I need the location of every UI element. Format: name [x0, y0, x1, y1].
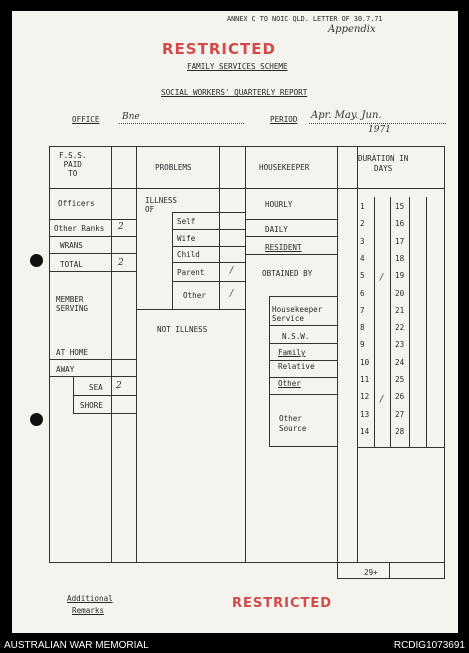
office-dotted-line [119, 123, 244, 124]
illness-of-label: ILLNESS OF [145, 196, 178, 214]
illness-parent: Parent [177, 268, 205, 277]
housekeeper-header: HOUSEKEEPER [259, 163, 310, 172]
duration-overflow: 29+ [364, 568, 378, 577]
remarks-label: Remarks [72, 606, 105, 615]
day-cell-left: 7 [360, 305, 365, 315]
restricted-stamp-bottom: RESTRICTED [232, 596, 333, 611]
housekeeper-service-label: Housekeeper Service [272, 305, 323, 323]
other-label: Other [278, 379, 301, 388]
other-source-label: Other Source [279, 414, 307, 433]
day-cell-left: 11 [360, 375, 370, 384]
archive-record-id: RCDIG1073691 [393, 640, 465, 651]
period-label: PERIOD [270, 115, 298, 124]
sea-count: 2 [116, 381, 122, 391]
wrans-label: WRANS [60, 241, 83, 250]
day-cell-right: 18 [395, 253, 405, 263]
day-cell-right: 23 [395, 340, 405, 350]
other-ranks-label: Other Ranks [54, 224, 105, 233]
day-cell-left: 3 [360, 236, 365, 246]
document-page [12, 11, 458, 633]
day-cell-right: 19 [395, 271, 405, 281]
resident-label: RESIDENT [265, 243, 302, 252]
problems-header: PROBLEMS [155, 163, 192, 172]
day-cell-right: 27 [395, 409, 405, 419]
day-cell-left: 5 [360, 271, 365, 281]
day-cell-left: 1 [360, 202, 365, 211]
day-cell-left: 9 [360, 340, 365, 350]
punch-hole-bottom [30, 413, 43, 426]
archive-footer [0, 638, 469, 653]
day-12-mark: / [380, 395, 384, 405]
period-dotted-line [309, 123, 446, 124]
day-cell-right: 21 [395, 305, 405, 315]
day-cell-left: 10 [360, 357, 370, 367]
not-illness-label: NOT ILLNESS [157, 325, 208, 334]
day-cell-left: 2 [360, 219, 365, 229]
restricted-stamp-top: RESTRICTED [162, 40, 276, 58]
day-cell-left: 4 [360, 253, 365, 263]
day-cell-right: 22 [395, 323, 405, 333]
illness-other: Other [183, 291, 206, 300]
away-label: AWAY [56, 365, 75, 374]
period-year: 1971 [368, 125, 391, 135]
member-serving-label: MEMBER SERVING [56, 295, 89, 313]
hourly-label: HOURLY [265, 200, 293, 209]
duration-header: DURATION IN DAYS [358, 154, 409, 173]
shore-label: SHORE [80, 401, 103, 410]
day-cell-left: 12 [360, 392, 370, 402]
period-value: Apr. May. Jun. [311, 110, 382, 121]
at-home-label: AT HOME [56, 348, 89, 357]
total-count: 2 [118, 258, 124, 268]
day-cell-right: 28 [395, 426, 405, 436]
other-ranks-count: 2 [118, 222, 124, 232]
punch-hole-top [30, 254, 43, 267]
day-cell-right: 17 [395, 236, 405, 246]
illness-other-mark: / [230, 289, 234, 299]
day-cell-left: 13 [360, 409, 370, 419]
office-label: OFFICE [72, 115, 100, 124]
day-cell-right: 25 [395, 375, 405, 384]
day-cell-right: 26 [395, 392, 405, 402]
day-cell-right: 20 [395, 288, 405, 298]
appendix-note: Appendix [328, 24, 376, 35]
obtained-by-label: OBTAINED BY [262, 269, 313, 278]
annex-reference: ANNEX C TO NOIC QLD. LETTER OF 30.7.71 [227, 15, 383, 23]
family-label: Family [278, 348, 306, 357]
day-cell-right: 24 [395, 357, 405, 367]
day-cell-right: 15 [395, 202, 405, 211]
relative-label: Relative [278, 362, 315, 371]
day-cell-right: 16 [395, 219, 405, 229]
report-title: SOCIAL WORKERS' QUARTERLY REPORT [161, 88, 308, 97]
sea-label: SEA [89, 383, 103, 392]
illness-parent-mark: / [230, 266, 234, 276]
day-cell-left: 8 [360, 323, 365, 333]
day-cell-left: 6 [360, 288, 365, 298]
archive-source: AUSTRALIAN WAR MEMORIAL [4, 640, 149, 651]
scheme-title: FAMILY SERVICES SCHEME [187, 62, 288, 71]
illness-child: Child [177, 250, 200, 259]
daily-label: DAILY [265, 225, 288, 234]
illness-self: Self [177, 217, 196, 226]
nsw-label: N.S.W. [282, 332, 310, 341]
day-cell-left: 14 [360, 426, 370, 436]
office-value: Bne [122, 112, 140, 122]
illness-wife: Wife [177, 234, 196, 243]
day-5-mark: / [380, 273, 384, 283]
total-label: TOTAL [60, 260, 83, 269]
additional-label: Additional [67, 594, 113, 603]
fss-paid-to-header: F.S.S. PAID TO [59, 151, 87, 178]
officers-label: Officers [58, 199, 95, 208]
